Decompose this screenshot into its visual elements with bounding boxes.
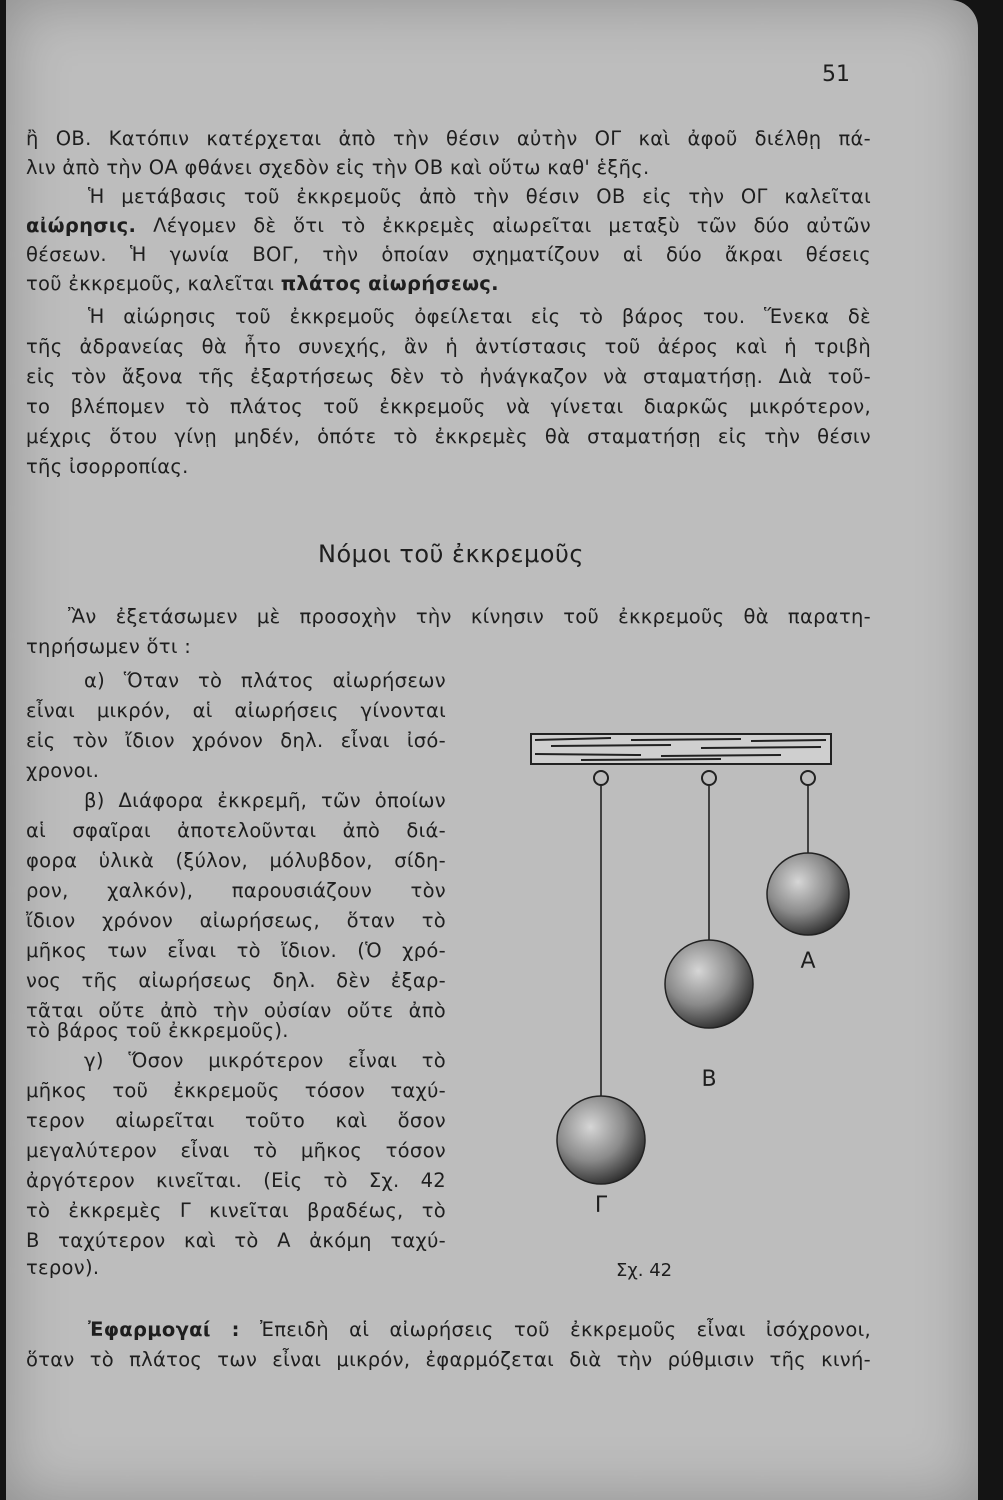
label-c: Γ — [594, 1193, 608, 1218]
hook-ring — [594, 771, 608, 785]
text-line: τῆς ἰσορροπίας. — [26, 455, 189, 478]
text-line: χρονοι. — [26, 759, 100, 782]
text-line: νος τῆς αἰωρήσεως δηλ. δὲν ἐξαρ- — [26, 969, 446, 992]
text-line: Ἡ μετάβασις τοῦ ἐκκρεμοῦς ἀπὸ τὴν θέσιν ΟΒ εἰς τὴν ΟΓ καλεῖται — [88, 185, 871, 208]
term-oscillation: αἰώρησις. — [26, 214, 137, 237]
text-line: ἴδιον χρόνον αἰωρήσεως, ὅταν τὸ — [26, 909, 446, 932]
text-line: μέχρις ὅτου γίνῃ μηδέν, ὁπότε τὸ ἐκκρεμὲς θὰ σταματήσῃ εἰς τὴν θέσιν — [26, 425, 871, 448]
text-line: τηρήσωμεν ὅτι : — [26, 635, 192, 658]
label-b: Β — [701, 1067, 717, 1092]
text-line — [88, 1318, 871, 1341]
text-span: Ἐπειδὴ αἱ αἰωρήσεις τοῦ ἐκκρεμοῦς εἶναι ἰσόχρονοι, — [239, 1318, 871, 1341]
hook-ring — [801, 771, 815, 785]
text-line: γ) Ὅσον μικρότερον εἶναι τὸ — [84, 1049, 446, 1072]
text-line: ἢ ΟΒ. Κατόπιν κατέρχεται ἀπὸ τὴν θέσιν αὐτὴν ΟΓ καὶ ἀφοῦ διέλθῃ πά- — [26, 127, 871, 150]
pendulum-ball-long — [557, 1096, 645, 1184]
text-line: μῆκος τοῦ ἐκκρεμοῦς τόσον ταχύ- — [26, 1079, 446, 1102]
term-amplitude: πλάτος αἰωρήσεως. — [280, 272, 499, 295]
text-line: τὸ βάρος τοῦ ἐκκρεμοῦς). — [26, 1019, 289, 1042]
page-number: 51 — [822, 62, 850, 87]
text-span: τοῦ ἐκκρεμοῦς, καλεῖται — [26, 272, 281, 295]
text-line: τὸ ἐκκρεμὲς Γ κινεῖται βραδέως, τὸ — [26, 1199, 446, 1222]
text-line: λιν ἀπὸ τὴν ΟΑ φθάνει σχεδὸν εἰς τὴν ΟΒ καὶ οὕτω καθ' ἑξῆς. — [26, 156, 650, 179]
pendulum-figure — [521, 728, 851, 1288]
text-line: τῆς ἀδρανείας θὰ ἦτο συνεχής, ἂν ἡ ἀντίστασις τοῦ ἀέρος καὶ ἡ τριβὴ — [26, 335, 871, 358]
text-line: ἀργότερον κινεῖται. (Εἰς τὸ Σχ. 42 — [26, 1169, 446, 1192]
hook-ring — [702, 771, 716, 785]
text-span: Λέγομεν δὲ ὅτι τὸ ἐκκρεμὲς αἰωρεῖται μεταξὺ τῶν δύο αὐτῶν — [136, 214, 871, 237]
text-line: τερον). — [26, 1256, 100, 1279]
pendulum-ball-medium — [665, 940, 753, 1028]
text-line — [26, 214, 871, 237]
book-page — [6, 0, 978, 1500]
text-line: Ἂν ἐξετάσωμεν μὲ προσοχὴν τὴν κίνησιν τοῦ ἐκκρεμοῦς θὰ παρατη- — [68, 605, 871, 628]
text-line: τερον αἰωρεῖται τοῦτο καὶ ὅσον — [26, 1109, 446, 1132]
text-line: αἱ σφαῖραι ἀποτελοῦνται ἀπὸ διά- — [26, 819, 446, 842]
term-applications: Ἐφαρμογαί : — [88, 1318, 240, 1341]
text-line: β) Διάφορα ἐκκρεμῆ, τῶν ὁποίων — [84, 789, 446, 812]
text-line: εἶναι μικρόν, αἱ αἰωρήσεις γίνονται — [26, 699, 446, 722]
figure-caption: Σχ. 42 — [616, 1260, 673, 1281]
pendulum-ball-short — [767, 853, 849, 935]
text-line: ρον, χαλκόν), παρουσιάζουν τὸν — [26, 879, 446, 902]
text-line: θέσεων. Ἡ γωνία ΒΟΓ, τὴν ὁποίαν σχηματίζουν αἱ δύο ἄκραι θέσεις — [26, 243, 871, 266]
wooden-beam — [531, 734, 831, 764]
label-a: Α — [800, 949, 816, 974]
text-line: α) Ὅταν τὸ πλάτος αἰωρήσεων — [84, 669, 446, 692]
text-line: Ἡ αἰώρησις τοῦ ἐκκρεμοῦς ὀφείλεται εἰς τὸ βάρος του. Ἕνεκα δὲ — [88, 305, 871, 328]
text-line — [26, 272, 499, 295]
text-line: εἰς τὸν ἄξονα τῆς ἐξαρτήσεως δὲν τὸ ἠνάγκαζον νὰ σταματήσῃ. Διὰ τοῦ- — [26, 365, 871, 388]
text-line: Β ταχύτερον καὶ τὸ Α ἀκόμη ταχύ- — [26, 1229, 446, 1252]
text-line: το βλέπομεν τὸ πλάτος τοῦ ἐκκρεμοῦς νὰ γίνεται διαρκῶς μικρότερον, — [26, 395, 871, 418]
section-heading: Νόμοι τοῦ ἐκκρεμοῦς — [318, 540, 584, 568]
text-line: εἰς τὸν ἴδιον χρόνον δηλ. εἶναι ἰσό- — [26, 729, 446, 752]
text-line: τᾶται οὔτε ἀπὸ τὴν οὐσίαν οὔτε ἀπὸ — [26, 999, 446, 1022]
text-line: ὅταν τὸ πλάτος των εἶναι μικρόν, ἐφαρμόζεται διὰ τὴν ρύθμισιν τῆς κινή- — [26, 1348, 871, 1371]
text-line: μῆκος των εἶναι τὸ ἴδιον. (Ὁ χρό- — [26, 939, 446, 962]
text-line: φορα ὑλικὰ (ξύλον, μόλυβδον, σίδη- — [26, 849, 446, 872]
text-line: μεγαλύτερον εἶναι τὸ μῆκος τόσον — [26, 1139, 446, 1162]
